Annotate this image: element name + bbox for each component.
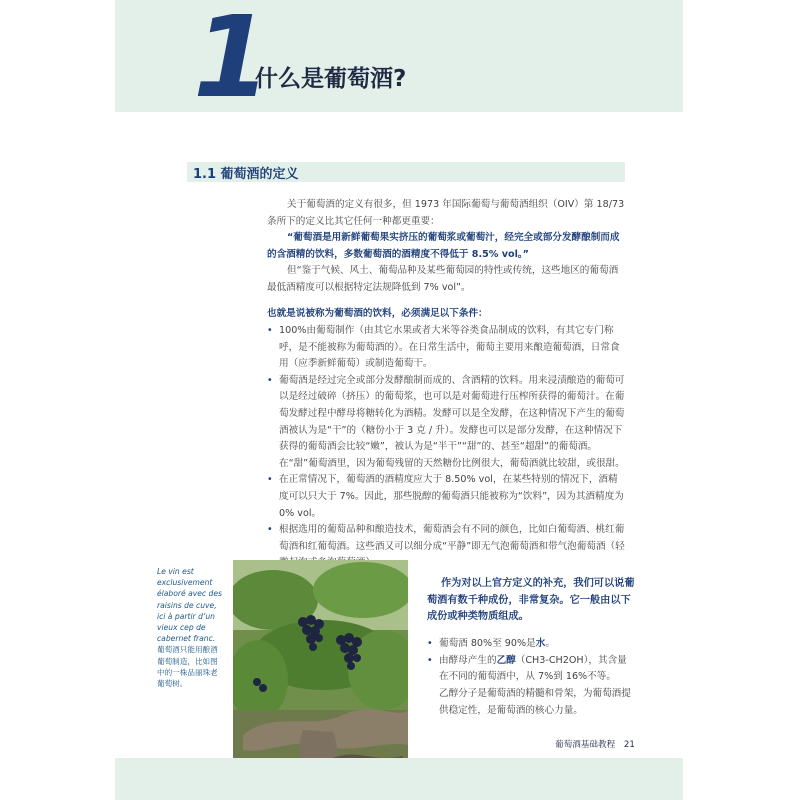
- water-term: 水: [535, 638, 546, 649]
- alcohol-text-pre: 由酵母产生的: [439, 654, 497, 666]
- list-item: [267, 323, 627, 373]
- photo-caption: [157, 566, 225, 689]
- list-item-text: 根据选用的葡萄品种和酿造技术，葡萄酒会有不同的颜色，比如白葡萄酒、桃红葡萄酒和红葡萄酒。这些酒又可以细分成“平静”即无气泡葡萄酒和带气泡葡萄酒（轻: [279, 524, 625, 552]
- chapter-title: 什么是葡萄酒?: [255, 66, 407, 92]
- exception-paragraph: 但“鉴于气候、风土、葡萄品种及某些葡萄园的特性或传统，这些地区的葡萄酒最低酒精度可以根据特定法规降低到 7% vol”。: [267, 265, 619, 293]
- conditions-list: [267, 323, 627, 572]
- list-item: [267, 472, 627, 522]
- list-item: [427, 636, 635, 653]
- list-item-text: 100%由葡萄制作（由其它水果或者大米等谷类食品制成的饮料，有其它专门称呼，是不能被称为葡萄酒的）。在日常生活中，葡萄主要用来酿造葡萄酒，日常食用（应季新鲜葡萄）或制造葡萄干。: [279, 325, 620, 370]
- book-title: 葡萄酒基础教程: [555, 740, 616, 750]
- ethanol-note: 乙醇分子是葡萄酒的精髓和骨架，为葡萄酒提供稳定性，是葡萄酒的核心力量。: [439, 688, 631, 716]
- list-item: [427, 653, 635, 686]
- chapter-number: 1: [193, 0, 267, 123]
- bullet-dot-icon: •: [267, 374, 273, 386]
- caption-chinese: 葡萄酒只能用酿酒葡萄制造，比如图中的一株品丽珠老葡萄树。: [157, 645, 218, 689]
- page: [115, 0, 683, 800]
- bullet-dot-icon: •: [267, 524, 273, 536]
- bullet-dot-icon: •: [427, 638, 433, 649]
- supplement-paragraph: 作为对以上官方定义的补充，我们可以说葡萄酒有数千种成份，非常复杂。它一般由以下成份或种类物质组成。: [427, 578, 635, 623]
- water-text-pre: 葡萄酒 80%至 90%是: [439, 638, 536, 649]
- page-footer: [555, 738, 635, 750]
- intro-paragraph: 关于葡萄酒的定义有很多，但 1973 年国际葡萄与葡萄酒组织（OIV）第 18/73 条所下的定义比其它任何一种都更重要：: [267, 199, 625, 227]
- footer-band: [115, 758, 683, 800]
- caption-french: Le vin est exclusivement élaboré avec des raisins de cuve, ici à partir d’un vieux cep de cabernet franc.: [157, 567, 222, 644]
- water-text-post: 。: [545, 638, 555, 649]
- page-number: 21: [623, 740, 635, 750]
- oiv-definition-quote: “葡萄酒是用新鲜葡萄果实挤压的葡萄浆或葡萄汁，经完全或部分发酵酿制而成的含酒精的饮料，多数葡萄酒的酒精度不得低于 8.5% vol。”: [267, 232, 620, 260]
- bullet-dot-icon: •: [267, 325, 273, 336]
- list-item-text: 在正常情况下，葡萄酒的酒精度应大于 8.50% vol，在某些特别的情况下，酒精度可以只大于 7%。因此，那些脱醇的葡萄酒只能被称为“饮料”，因为其酒精度为 0% vol。: [279, 474, 624, 519]
- bullet-dot-icon: •: [267, 474, 273, 486]
- alcohol-text-post: （CH3-CH2OH），其含量在不同的葡萄酒中，从 7%到 16%不等。: [439, 654, 627, 683]
- alcohol-term: 乙醇: [496, 654, 516, 666]
- conditions-lead: 也就是说被称为葡萄酒的饮料，必须满足以下条件：: [267, 308, 488, 319]
- list-item-text: 葡萄酒是经过完全或部分发酵酿制而成的、含酒精的饮料。用来浸渍酿造的葡萄可以是经过破碎（挤压）的葡萄浆，也可以是对葡萄进行压榨所获得的葡萄汁。在葡萄发酵过程中酵母将糖转化为酒精。发酵可以是全发酵，在这种情况下产生的葡萄酒被认为是“干”的（糖份小于 3 克 / 升）。发酵也可以是部分发酵，在这种情况下获得的葡萄酒会比较“嫩”，被认为是“半干”“甜”的、甚至“超甜”的葡萄酒。在“甜”葡萄酒里，因为葡萄残留的天然糖份比例很大，葡萄酒就比较甜，或很甜。: [279, 374, 625, 469]
- section-title: 1.1 葡萄酒的定义: [193, 167, 299, 182]
- list-item: [267, 373, 627, 473]
- components-list: [427, 636, 635, 686]
- bullet-dot-icon: •: [427, 654, 433, 666]
